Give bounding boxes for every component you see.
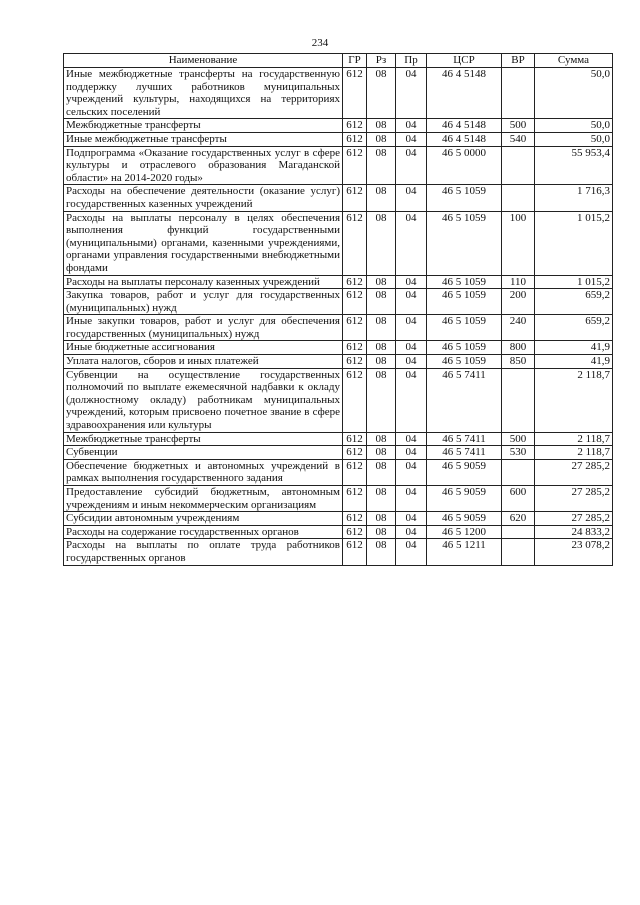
cell-csr: 46 5 1059	[427, 211, 502, 275]
header-csr: ЦСР	[427, 54, 502, 68]
cell-csr: 46 5 7411	[427, 368, 502, 432]
cell-name: Предоставление субсидий бюджетным, автономным учреждениям и иным некоммерческим организациям	[64, 486, 343, 512]
cell-vr	[502, 368, 535, 432]
cell-sum: 659,2	[535, 289, 613, 315]
table-row	[64, 146, 613, 185]
cell-sum: 27 285,2	[535, 459, 613, 485]
table-row	[64, 315, 613, 341]
cell-vr: 500	[502, 432, 535, 446]
cell-csr: 46 4 5148	[427, 68, 502, 119]
cell-rz: 08	[367, 289, 396, 315]
cell-gr: 612	[343, 486, 367, 512]
cell-pr: 04	[396, 289, 427, 315]
cell-rz: 08	[367, 185, 396, 211]
cell-csr: 46 5 1200	[427, 525, 502, 539]
cell-vr: 500	[502, 119, 535, 133]
cell-name: Субвенции на осуществление государственных полномочий по выплате ежемесячной надбавки к окладу (должностному окладу) работникам муниципальных учреждений, которым присвоено почетное звание в сфере здравоохранения или культуры	[64, 368, 343, 432]
cell-name: Закупка товаров, работ и услуг для государственных (муниципальных) нужд	[64, 289, 343, 315]
cell-vr: 600	[502, 486, 535, 512]
cell-rz: 08	[367, 146, 396, 185]
cell-csr: 46 5 1059	[427, 289, 502, 315]
cell-pr: 04	[396, 275, 427, 289]
cell-gr: 612	[343, 132, 367, 146]
header-pr: Пр	[396, 54, 427, 68]
cell-gr: 612	[343, 289, 367, 315]
cell-pr: 04	[396, 432, 427, 446]
cell-sum: 41,9	[535, 355, 613, 369]
table-header-row	[64, 54, 613, 68]
cell-gr: 612	[343, 185, 367, 211]
table-row	[64, 539, 613, 565]
cell-pr: 04	[396, 132, 427, 146]
cell-sum: 2 118,7	[535, 446, 613, 460]
cell-gr: 612	[343, 432, 367, 446]
cell-gr: 612	[343, 446, 367, 460]
cell-pr: 04	[396, 315, 427, 341]
table-row	[64, 68, 613, 119]
header-name: Наименование	[64, 54, 343, 68]
cell-name: Межбюджетные трансферты	[64, 119, 343, 133]
cell-name: Расходы на выплаты по оплате труда работников государственных органов	[64, 539, 343, 565]
header-gr: ГР	[343, 54, 367, 68]
page-number: 234	[311, 37, 329, 49]
cell-csr: 46 5 1059	[427, 341, 502, 355]
header-sum: Сумма	[535, 54, 613, 68]
cell-sum: 659,2	[535, 315, 613, 341]
cell-rz: 08	[367, 368, 396, 432]
cell-csr: 46 5 1211	[427, 539, 502, 565]
cell-rz: 08	[367, 315, 396, 341]
cell-sum: 55 953,4	[535, 146, 613, 185]
cell-rz: 08	[367, 275, 396, 289]
cell-vr: 800	[502, 341, 535, 355]
cell-name: Расходы на обеспечение деятельности (оказание услуг) государственных казенных учреждений	[64, 185, 343, 211]
cell-rz: 08	[367, 341, 396, 355]
cell-pr: 04	[396, 211, 427, 275]
cell-rz: 08	[367, 539, 396, 565]
cell-gr: 612	[343, 539, 367, 565]
cell-gr: 612	[343, 525, 367, 539]
cell-pr: 04	[396, 525, 427, 539]
cell-pr: 04	[396, 368, 427, 432]
cell-vr: 110	[502, 275, 535, 289]
cell-name: Иные межбюджетные трансферты на государственную поддержку лучших работников муниципальных учреждений культуры, находящихся на территориях сельских поселений	[64, 68, 343, 119]
cell-gr: 612	[343, 355, 367, 369]
table-row	[64, 446, 613, 460]
table-row	[64, 368, 613, 432]
cell-name: Межбюджетные трансферты	[64, 432, 343, 446]
cell-gr: 612	[343, 211, 367, 275]
cell-csr: 46 5 1059	[427, 355, 502, 369]
cell-name: Расходы на выплаты персоналу в целях обеспечения выполнения функций государственными (муниципальными) органами, казенными учреждениями, органами управления государственными внебюджетными фондами	[64, 211, 343, 275]
cell-name: Обеспечение бюджетных и автономных учреждений в рамках выполнения государственного задания	[64, 459, 343, 485]
budget-table	[63, 53, 613, 566]
cell-vr: 100	[502, 211, 535, 275]
table-row	[64, 512, 613, 526]
table-row	[64, 432, 613, 446]
cell-sum: 41,9	[535, 341, 613, 355]
cell-name: Иные закупки товаров, работ и услуг для обеспечения государственных (муниципальных) нужд	[64, 315, 343, 341]
table-body	[64, 68, 613, 566]
cell-gr: 612	[343, 368, 367, 432]
cell-gr: 612	[343, 341, 367, 355]
table-row	[64, 459, 613, 485]
cell-pr: 04	[396, 512, 427, 526]
cell-vr	[502, 525, 535, 539]
cell-name: Подпрограмма «Оказание государственных услуг в сфере культуры и отраслевого образования Магаданской области» на 2014-2020 годы»	[64, 146, 343, 185]
table-row	[64, 132, 613, 146]
cell-csr: 46 5 7411	[427, 432, 502, 446]
cell-sum: 27 285,2	[535, 486, 613, 512]
cell-sum: 50,0	[535, 119, 613, 133]
table-row	[64, 486, 613, 512]
cell-csr: 46 4 5148	[427, 132, 502, 146]
cell-name: Расходы на содержание государственных органов	[64, 525, 343, 539]
cell-vr: 200	[502, 289, 535, 315]
table-row	[64, 355, 613, 369]
cell-rz: 08	[367, 211, 396, 275]
cell-sum: 24 833,2	[535, 525, 613, 539]
cell-sum: 50,0	[535, 68, 613, 119]
table-row	[64, 119, 613, 133]
table-row	[64, 289, 613, 315]
cell-sum: 27 285,2	[535, 512, 613, 526]
cell-rz: 08	[367, 68, 396, 119]
header-rz: Рз	[367, 54, 396, 68]
table-row	[64, 185, 613, 211]
cell-csr: 46 5 0000	[427, 146, 502, 185]
cell-pr: 04	[396, 459, 427, 485]
cell-gr: 612	[343, 146, 367, 185]
cell-name: Уплата налогов, сборов и иных платежей	[64, 355, 343, 369]
cell-csr: 46 4 5148	[427, 119, 502, 133]
header-vr: ВР	[502, 54, 535, 68]
cell-sum: 23 078,2	[535, 539, 613, 565]
cell-sum: 50,0	[535, 132, 613, 146]
cell-vr	[502, 146, 535, 185]
cell-gr: 612	[343, 119, 367, 133]
cell-rz: 08	[367, 512, 396, 526]
cell-gr: 612	[343, 275, 367, 289]
cell-sum: 1 716,3	[535, 185, 613, 211]
cell-pr: 04	[396, 119, 427, 133]
cell-csr: 46 5 1059	[427, 185, 502, 211]
cell-gr: 612	[343, 315, 367, 341]
cell-pr: 04	[396, 185, 427, 211]
cell-name: Иные межбюджетные трансферты	[64, 132, 343, 146]
cell-sum: 2 118,7	[535, 432, 613, 446]
cell-csr: 46 5 9059	[427, 459, 502, 485]
cell-name: Субвенции	[64, 446, 343, 460]
cell-pr: 04	[396, 146, 427, 185]
cell-vr: 530	[502, 446, 535, 460]
cell-vr	[502, 459, 535, 485]
cell-rz: 08	[367, 355, 396, 369]
cell-rz: 08	[367, 432, 396, 446]
cell-pr: 04	[396, 539, 427, 565]
cell-name: Иные бюджетные ассигнования	[64, 341, 343, 355]
cell-rz: 08	[367, 525, 396, 539]
cell-gr: 612	[343, 459, 367, 485]
table-row	[64, 341, 613, 355]
cell-gr: 612	[343, 68, 367, 119]
table-row	[64, 275, 613, 289]
cell-pr: 04	[396, 355, 427, 369]
table-row	[64, 211, 613, 275]
cell-vr	[502, 185, 535, 211]
cell-csr: 46 5 9059	[427, 512, 502, 526]
cell-sum: 2 118,7	[535, 368, 613, 432]
cell-vr	[502, 68, 535, 119]
cell-vr	[502, 539, 535, 565]
cell-pr: 04	[396, 486, 427, 512]
cell-sum: 1 015,2	[535, 275, 613, 289]
cell-pr: 04	[396, 341, 427, 355]
cell-name: Субсидии автономным учреждениям	[64, 512, 343, 526]
cell-pr: 04	[396, 68, 427, 119]
cell-rz: 08	[367, 132, 396, 146]
cell-vr: 540	[502, 132, 535, 146]
cell-rz: 08	[367, 119, 396, 133]
table-row	[64, 525, 613, 539]
cell-vr: 240	[502, 315, 535, 341]
cell-csr: 46 5 9059	[427, 486, 502, 512]
cell-rz: 08	[367, 486, 396, 512]
cell-name: Расходы на выплаты персоналу казенных учреждений	[64, 275, 343, 289]
cell-sum: 1 015,2	[535, 211, 613, 275]
cell-vr: 620	[502, 512, 535, 526]
cell-rz: 08	[367, 446, 396, 460]
cell-csr: 46 5 7411	[427, 446, 502, 460]
cell-csr: 46 5 1059	[427, 315, 502, 341]
cell-vr: 850	[502, 355, 535, 369]
cell-rz: 08	[367, 459, 396, 485]
cell-pr: 04	[396, 446, 427, 460]
cell-csr: 46 5 1059	[427, 275, 502, 289]
cell-gr: 612	[343, 512, 367, 526]
